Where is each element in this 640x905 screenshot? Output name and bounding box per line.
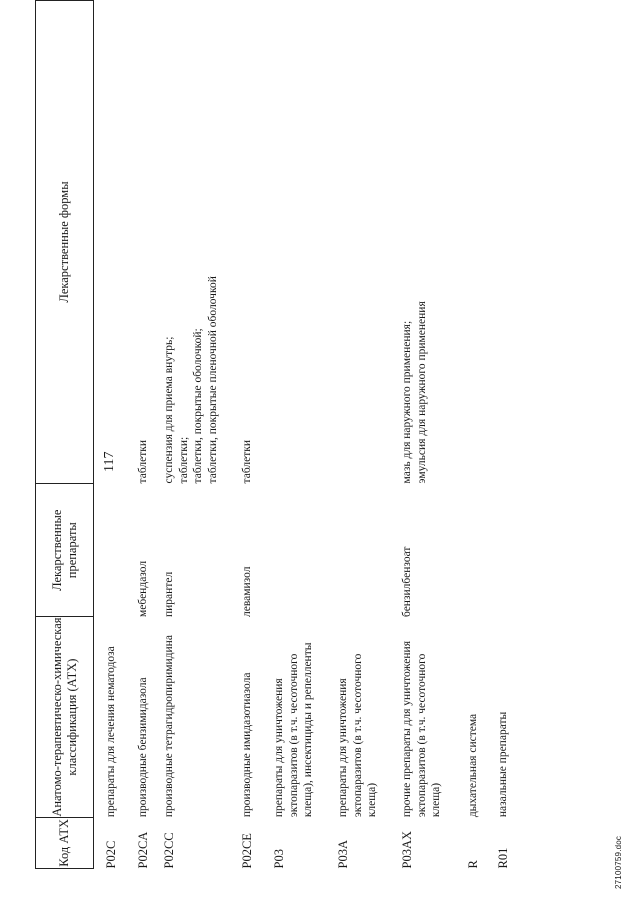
header-forms: Лекарственные формы [36, 1, 94, 484]
drug-name [466, 483, 496, 617]
table-row [400, 1, 466, 869]
drug-name [272, 483, 336, 617]
classification-line: клеща) [366, 782, 378, 818]
table-row [240, 1, 272, 869]
table-header-row [36, 1, 94, 869]
classification-line: препараты для уничтожения [273, 678, 285, 818]
header-code: Код АТХ [36, 817, 94, 868]
table-row [272, 1, 336, 869]
classification-line: назальные препараты [497, 711, 509, 818]
drug-name [94, 483, 137, 617]
drug-forms [496, 1, 526, 484]
classification-line: эктопаразитов (в т.ч. чесоточного [287, 653, 300, 818]
classification-line: производные тетрагидропиримидина [163, 635, 175, 818]
footer-filename: 27100759.doc [614, 835, 623, 889]
drug-forms [336, 1, 400, 484]
classification-name [94, 617, 137, 817]
drug-name: пирантел [163, 571, 175, 617]
classification-name [400, 617, 466, 817]
form-line: таблетки, покрытые оболочкой; [192, 328, 204, 484]
form-line: таблетки [137, 439, 149, 484]
form-line: таблетки [241, 439, 253, 484]
table-row [336, 1, 400, 869]
drug-name [336, 483, 400, 617]
atx-code: P03 [272, 849, 286, 869]
header-drugs: Лекарственные препараты [36, 483, 94, 617]
drug-name: левамизол [241, 566, 253, 617]
classification-name [162, 617, 240, 817]
form-line: мазь для наружного применения; [401, 320, 413, 484]
atx-code: P02CE [240, 833, 254, 869]
form-line: суспензия для приема внутрь; [163, 336, 175, 484]
atx-code: R01 [496, 847, 510, 869]
classification-name [336, 617, 400, 817]
page-number: 117 [102, 451, 117, 472]
atx-table [35, 0, 526, 869]
header-classification-line1: Анатомо-терапевтическо-химическая [49, 617, 64, 817]
classification-line: прочие препараты для уничтожения [401, 641, 413, 818]
classification-line: эктопаразитов (в т.ч. чесоточного [415, 653, 428, 818]
classification-name [136, 617, 162, 817]
atx-code: P02C [104, 840, 118, 869]
drug-forms [240, 1, 272, 484]
classification-line: препараты для уничтожения [337, 678, 349, 818]
table-row [496, 1, 526, 869]
classification-name [272, 617, 336, 817]
classification-line: клеща) [430, 782, 442, 818]
form-line: таблетки; [177, 436, 190, 484]
form-line: таблетки, покрытые пленочной оболочкой [206, 276, 219, 484]
classification-line: производные бензимидазола [137, 677, 149, 818]
drug-forms [400, 1, 466, 484]
drug-forms [466, 1, 496, 484]
atx-code: P03A [336, 840, 350, 869]
header-classification-line2: классификация (АТХ) [64, 658, 79, 776]
table-row [466, 1, 496, 869]
table-row [162, 1, 240, 869]
classification-line: эктопаразитов (в т.ч. чесоточного [351, 653, 364, 818]
table-row [136, 1, 162, 869]
atx-code: P02CA [136, 831, 150, 869]
atx-code: P03AX [400, 830, 414, 869]
drug-forms [162, 1, 240, 484]
table-row [94, 1, 137, 869]
drug-name: мебендазол [137, 560, 149, 617]
form-line: эмульсия для наружного применения [415, 301, 428, 484]
atx-code: P02CC [162, 832, 176, 869]
classification-name [240, 617, 272, 817]
drug-forms [136, 1, 162, 484]
drug-forms [94, 1, 137, 484]
header-classification [36, 617, 94, 817]
classification-line: препараты для лечения нематодоза [105, 646, 117, 818]
drug-forms [272, 1, 336, 484]
classification-name [466, 617, 496, 817]
drug-name: бензилбензоат [401, 546, 413, 617]
classification-line: клеща), инсектициды и репелленты [302, 642, 314, 818]
classification-line: производные имидазотиазола [241, 672, 253, 818]
classification-name [496, 617, 526, 817]
drug-name [496, 483, 526, 617]
classification-line: дыхательная система [467, 713, 479, 818]
atx-code: R [466, 860, 480, 869]
